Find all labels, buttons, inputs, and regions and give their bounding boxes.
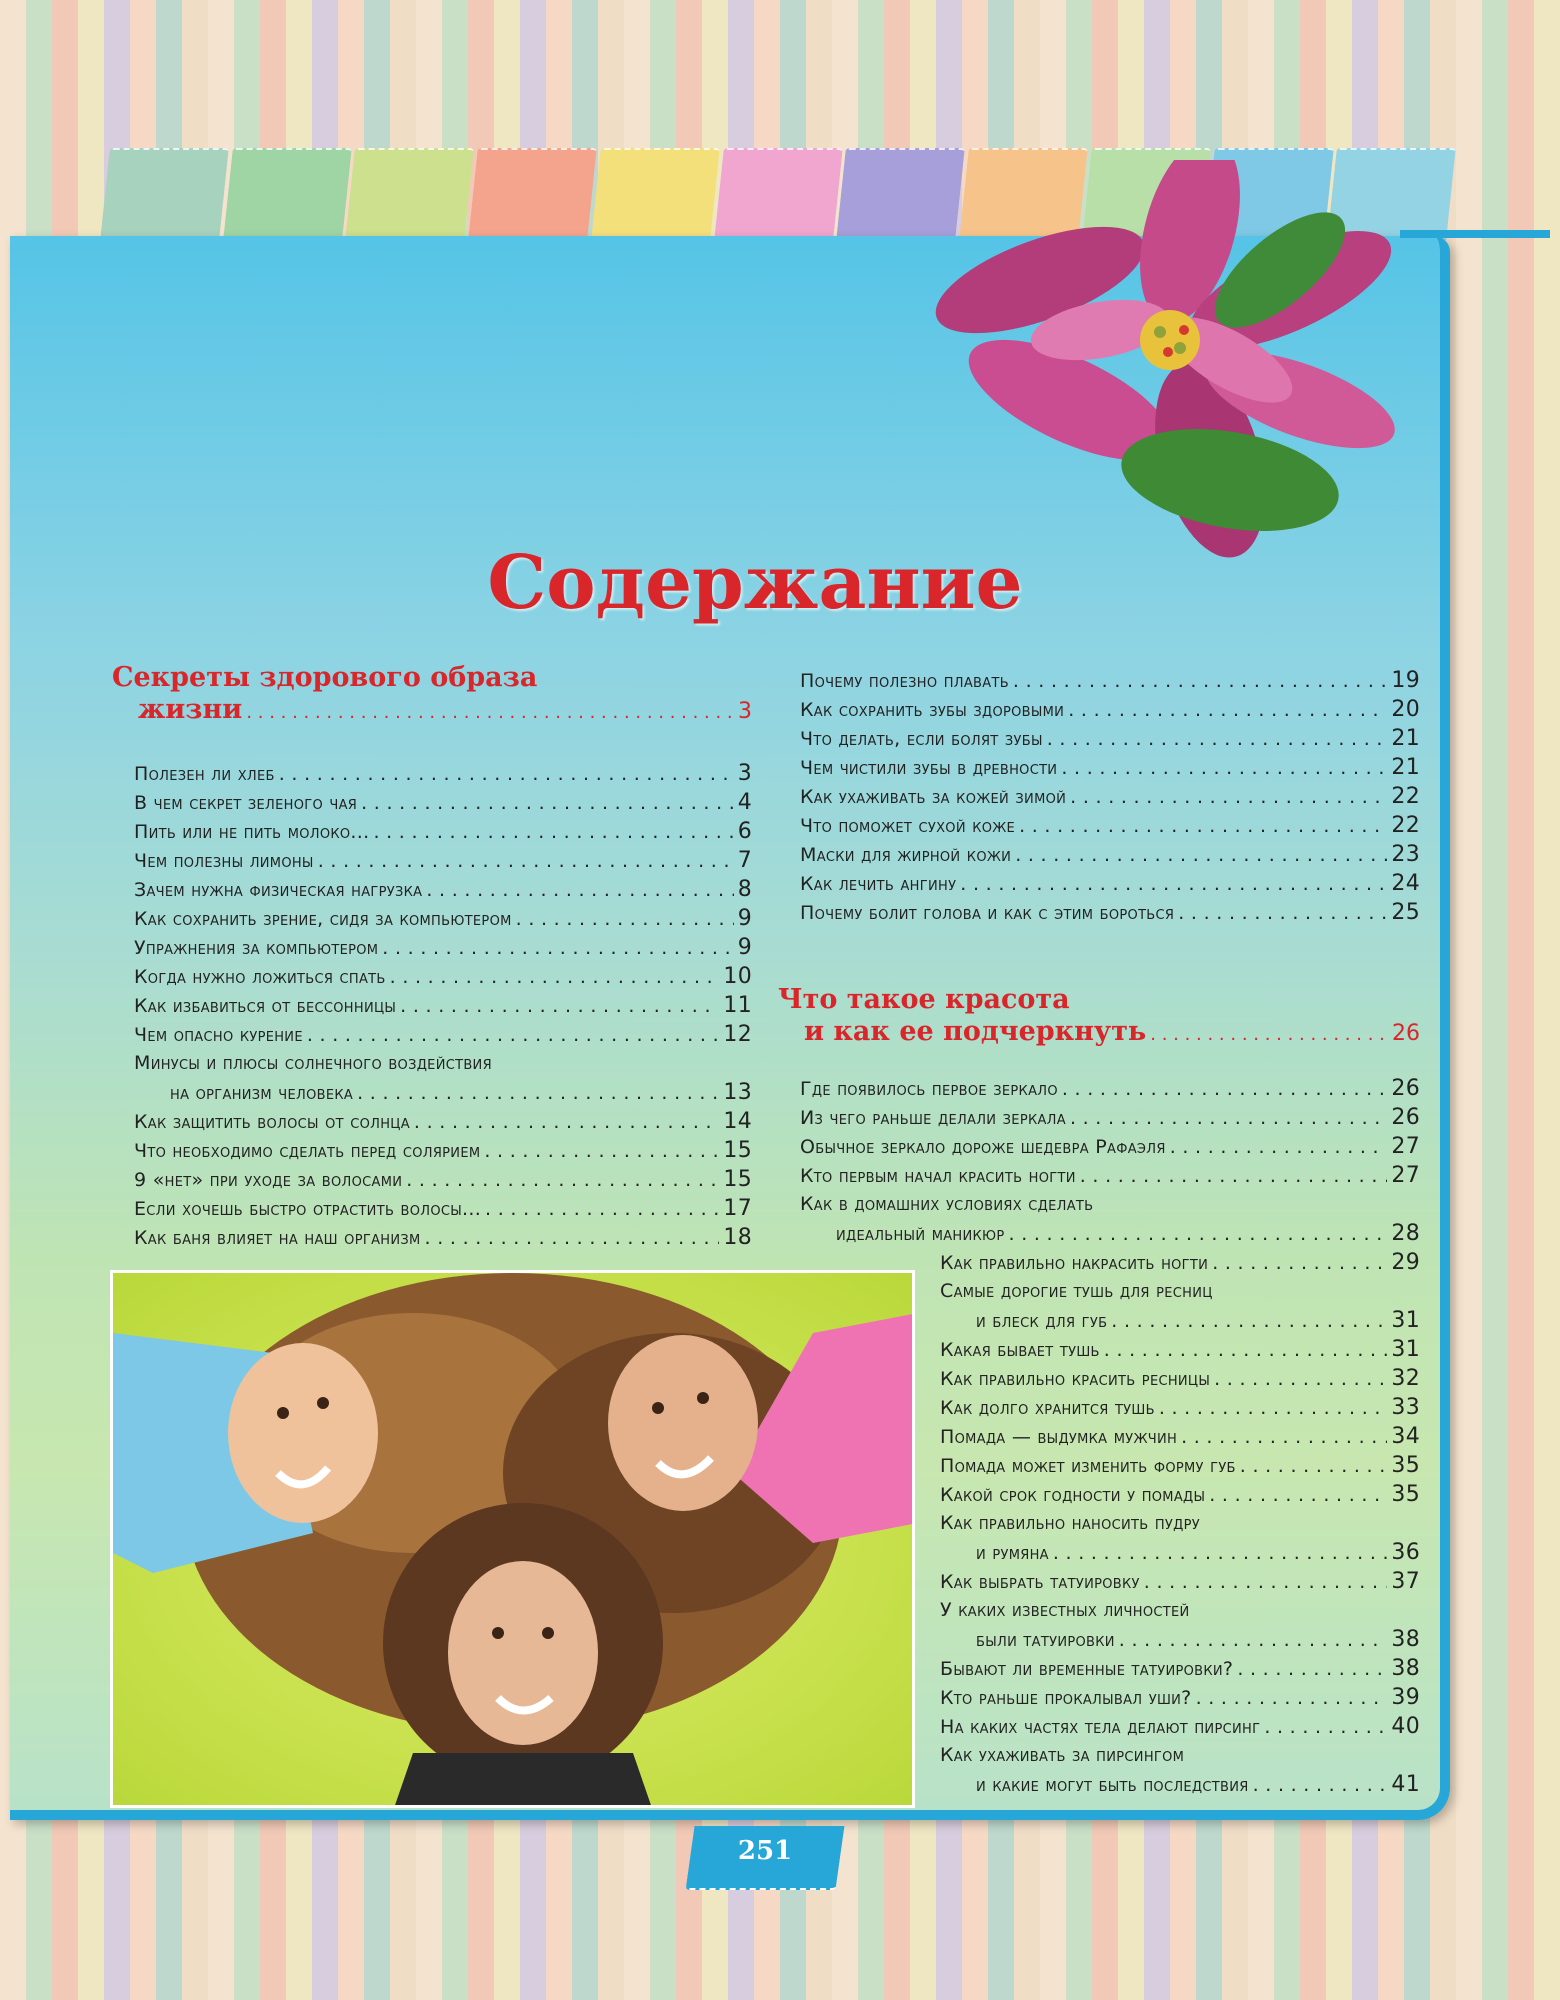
toc-entry: [800, 1132, 1420, 1161]
photo-girls: [110, 1270, 915, 1808]
toc-entry-page: 22: [1391, 813, 1420, 838]
toc-entry: [800, 1074, 1420, 1103]
leader-dots: [373, 818, 733, 847]
section-heading-health: [112, 662, 752, 729]
leader-dots: [1111, 1307, 1387, 1336]
toc-entry-page: 20: [1391, 697, 1420, 722]
toc-entry: [940, 1654, 1420, 1683]
toc-entry-title: Зачем нужна физическая нагрузка: [134, 879, 423, 901]
toc-list: [940, 1248, 1420, 1799]
leader-dots: [1214, 1365, 1387, 1394]
leader-dots: [426, 876, 733, 905]
toc-entry-title: Почему болит голова и как с этим бороться: [800, 902, 1175, 924]
toc-entry-title: Чем чистили зубы в древности: [800, 757, 1058, 779]
toc-entry: [800, 666, 1420, 695]
toc-entry: [134, 904, 752, 933]
toc-entry-page: 31: [1391, 1337, 1420, 1362]
leader-dots: [516, 905, 734, 934]
leader-dots: [382, 934, 733, 963]
toc-entry-title: Помада может изменить форму губ: [940, 1455, 1236, 1477]
toc-entry-title: У каких известных личностей: [940, 1599, 1190, 1621]
leader-dots: [484, 1137, 719, 1166]
color-tab: [468, 148, 596, 240]
toc-entry: [800, 724, 1420, 753]
toc-entry-title: идеальный маникюр: [836, 1223, 1005, 1245]
toc-entry: [940, 1451, 1420, 1480]
leader-dots: [485, 1195, 719, 1224]
toc-entry-title: Как сохранить зрение, сидя за компьютером: [134, 908, 512, 930]
color-tab: [714, 148, 842, 240]
toc-entry-page: 38: [1391, 1656, 1420, 1681]
toc-entry-page: 40: [1391, 1714, 1420, 1739]
toc-entry-title: Как ухаживать за пирсингом: [940, 1744, 1185, 1766]
toc-entry-page: 26: [1391, 1105, 1420, 1130]
toc-entry-page: 22: [1391, 784, 1420, 809]
toc-entry-page: 25: [1391, 900, 1420, 925]
toc-entry-page: 31: [1391, 1308, 1420, 1333]
color-tab: [591, 148, 719, 240]
toc-entry-page: 27: [1391, 1134, 1420, 1159]
toc-entry: [800, 753, 1420, 782]
toc-entry: [134, 1020, 752, 1049]
leader-dots: [246, 697, 734, 729]
leader-dots: [1212, 1249, 1387, 1278]
toc-entry: [940, 1770, 1420, 1799]
toc-entry: [800, 1190, 1420, 1219]
toc-entry-page: 6: [737, 819, 752, 844]
toc-entry-title: На каких частях тела делают пирсинг: [940, 1716, 1261, 1738]
toc-entry-page: 26: [1391, 1076, 1420, 1101]
leader-dots: [1013, 667, 1387, 696]
toc-entry: [800, 782, 1420, 811]
toc-entry-page: 12: [723, 1022, 752, 1047]
toc-entry: [800, 840, 1420, 869]
toc-right-section: [778, 984, 1420, 1051]
toc-entry-page: 9: [737, 935, 752, 960]
toc-entry-page: 10: [723, 964, 752, 989]
toc-entry: [940, 1248, 1420, 1277]
toc-entry-title: Чем полезны лимоны: [134, 850, 314, 872]
toc-entry-title: Как долго хранится тушь: [940, 1397, 1155, 1419]
section-heading-line1: Что такое красота: [778, 984, 1070, 1015]
toc-right-low: [940, 1248, 1420, 1799]
leader-dots: [1159, 1394, 1388, 1423]
toc-entry: [134, 1078, 752, 1107]
toc-entry: [800, 898, 1420, 927]
toc-entry-title: и какие могут быть последствия: [976, 1774, 1249, 1796]
toc-entry-page: 7: [737, 848, 752, 873]
leader-dots: [1178, 899, 1387, 928]
toc-entry: [940, 1480, 1420, 1509]
leader-dots: [318, 847, 734, 876]
toc-entry: [134, 788, 752, 817]
toc-entry: [940, 1712, 1420, 1741]
page-number: 251: [737, 1836, 793, 1866]
toc-entry-page: 21: [1391, 755, 1420, 780]
toc-entry-page: 4: [737, 790, 752, 815]
toc-entry-page: 8: [737, 877, 752, 902]
toc-entry: [134, 933, 752, 962]
poinsettia-flower-icon: [900, 160, 1420, 560]
color-tab: [100, 148, 228, 240]
toc-entry-title: Бывают ли временные татуировки?: [940, 1658, 1234, 1680]
toc-entry: [134, 991, 752, 1020]
leader-dots: [361, 789, 734, 818]
toc-entry-page: 35: [1391, 1482, 1420, 1507]
toc-entry-page: 37: [1391, 1569, 1420, 1594]
toc-entry-title: Как ухаживать за кожей зимой: [800, 786, 1067, 808]
toc-entry-page: 24: [1391, 871, 1420, 896]
toc-entry-title: Что поможет сухой коже: [800, 815, 1016, 837]
toc-entry-page: 13: [723, 1080, 752, 1105]
toc-entry: [940, 1277, 1420, 1306]
leader-dots: [1237, 1655, 1387, 1684]
toc-entry: [134, 1223, 752, 1252]
leader-dots: [1209, 1481, 1387, 1510]
toc-entry-title: Как сохранить зубы здоровыми: [800, 699, 1065, 721]
toc-entry: [940, 1306, 1420, 1335]
toc-entry-page: 32: [1391, 1366, 1420, 1391]
toc-entry-page: 17: [723, 1196, 752, 1221]
page-title: Содержание: [487, 540, 1023, 626]
leader-dots: [1070, 1104, 1387, 1133]
leader-dots: [1080, 1162, 1388, 1191]
toc-entry: [940, 1364, 1420, 1393]
toc-entry-title: Что необходимо сделать перед солярием: [134, 1140, 481, 1162]
toc-entry-title: Кто первым начал красить ногти: [800, 1165, 1076, 1187]
toc-entry-title: Минусы и плюсы солнечного воздействия: [134, 1052, 492, 1074]
leader-dots: [1253, 1771, 1388, 1800]
toc-entry: [134, 1165, 752, 1194]
toc-entry-title: и блеск для губ: [976, 1310, 1108, 1332]
toc-entry: [940, 1335, 1420, 1364]
toc-entry-title: Как баня влияет на наш организм: [134, 1227, 421, 1249]
toc-entry-title: Как правильно наносить пудру: [940, 1512, 1200, 1534]
toc-entry-title: Как правильно красить ресницы: [940, 1368, 1211, 1390]
section-heading-line2: жизни: [138, 694, 243, 725]
toc-right-column: [800, 666, 1420, 927]
toc-entry-page: 15: [723, 1167, 752, 1192]
toc-entry: [940, 1683, 1420, 1712]
leader-dots: [1196, 1684, 1388, 1713]
toc-entry: [800, 695, 1420, 724]
toc-entry-page: 38: [1391, 1627, 1420, 1652]
color-tab: [223, 148, 351, 240]
toc-list: [112, 759, 752, 1252]
toc-entry: [800, 1161, 1420, 1190]
toc-entry-title: Упражнения за компьютером: [134, 937, 379, 959]
toc-entry-page: 33: [1391, 1395, 1420, 1420]
toc-entry-page: 28: [1391, 1221, 1420, 1246]
toc-list: [800, 666, 1420, 927]
toc-entry-page: 15: [723, 1138, 752, 1163]
toc-entry-title: Почему полезно плавать: [800, 670, 1009, 692]
toc-entry-title: Как в домашних условиях сделать: [800, 1193, 1094, 1215]
toc-entry-title: Как избавиться от бессонницы: [134, 995, 397, 1017]
toc-entry: [134, 817, 752, 846]
leader-dots: [1240, 1452, 1388, 1481]
toc-entry: [940, 1538, 1420, 1567]
leader-dots: [357, 1079, 719, 1108]
leader-dots: [1170, 1133, 1388, 1162]
toc-entry: [134, 1136, 752, 1165]
section-heading-line2: и как ее подчеркнуть: [804, 1016, 1147, 1047]
toc-entry: [134, 962, 752, 991]
leader-dots: [425, 1224, 720, 1253]
toc-entry-title: Когда нужно ложиться спать: [134, 966, 386, 988]
toc-entry: [800, 811, 1420, 840]
leader-dots: [1070, 783, 1387, 812]
toc-entry-title: Где появилось первое зеркало: [800, 1078, 1058, 1100]
leader-dots: [1150, 1019, 1388, 1051]
toc-entry-title: Обычное зеркало дороже шедевра Рафаэля: [800, 1136, 1166, 1158]
leader-dots: [1061, 754, 1387, 783]
toc-entry: [134, 1194, 752, 1223]
leader-dots: [1015, 841, 1387, 870]
color-tab: [346, 148, 474, 240]
toc-entry: [134, 875, 752, 904]
toc-entry-title: 9 «нет» при уходе за волосами: [134, 1169, 403, 1191]
section-page: 26: [1392, 1021, 1420, 1046]
toc-entry-page: 21: [1391, 726, 1420, 751]
leader-dots: [1019, 812, 1387, 841]
section-heading-line1: Секреты здорового образа: [112, 662, 538, 693]
leader-dots: [400, 992, 719, 1021]
leader-dots: [390, 963, 720, 992]
toc-entry: [940, 1393, 1420, 1422]
toc-entry-title: Если хочешь быстро отрастить волосы...: [134, 1198, 482, 1220]
leader-dots: [1144, 1568, 1388, 1597]
leader-dots: [1047, 725, 1388, 754]
toc-entry: [800, 1219, 1420, 1248]
toc-entry-title: Самые дорогие тушь для ресниц: [940, 1280, 1213, 1302]
leader-dots: [1053, 1539, 1388, 1568]
toc-entry-title: на организм человека: [170, 1082, 354, 1104]
toc-entry: [134, 1107, 752, 1136]
toc-entry-page: 19: [1391, 668, 1420, 693]
panel-edge: [1400, 230, 1550, 238]
toc-entry-title: Кто раньше прокалывал уши?: [940, 1687, 1192, 1709]
leader-dots: [307, 1021, 720, 1050]
toc-entry-page: 29: [1391, 1250, 1420, 1275]
section-page: 3: [738, 699, 752, 724]
toc-entry-page: 14: [723, 1109, 752, 1134]
toc-right-mid: [800, 1074, 1420, 1248]
toc-entry: [134, 759, 752, 788]
toc-entry-title: были татуировки: [976, 1629, 1115, 1651]
leader-dots: [1068, 696, 1387, 725]
toc-entry: [940, 1596, 1420, 1625]
leader-dots: [1119, 1626, 1388, 1655]
leader-dots: [1104, 1336, 1388, 1365]
leader-dots: [1181, 1423, 1387, 1452]
toc-entry-page: 11: [723, 993, 752, 1018]
toc-entry: [940, 1509, 1420, 1538]
leader-dots: [279, 760, 734, 789]
toc-entry: [940, 1567, 1420, 1596]
toc-entry: [940, 1625, 1420, 1654]
toc-entry-title: Помада — выдумка мужчин: [940, 1426, 1178, 1448]
toc-entry-page: 41: [1391, 1772, 1420, 1797]
toc-entry-page: 18: [723, 1225, 752, 1250]
leader-dots: [1264, 1713, 1387, 1742]
leader-dots: [960, 870, 1387, 899]
toc-entry-title: Полезен ли хлеб: [134, 763, 275, 785]
toc-entry-title: Пить или не пить молоко...: [134, 821, 370, 843]
toc-entry-title: Как лечить ангину: [800, 873, 957, 895]
toc-entry: [800, 869, 1420, 898]
leader-dots: [406, 1166, 719, 1195]
leader-dots: [414, 1108, 719, 1137]
toc-entry-title: Маски для жирной кожи: [800, 844, 1012, 866]
leader-dots: [1009, 1220, 1388, 1249]
toc-entry: [800, 1103, 1420, 1132]
toc-entry-page: 27: [1391, 1163, 1420, 1188]
toc-entry-title: Какая бывает тушь: [940, 1339, 1100, 1361]
toc-entry-title: В чем секрет зеленого чая: [134, 792, 358, 814]
toc-entry-page: 34: [1391, 1424, 1420, 1449]
toc-entry: [134, 1049, 752, 1078]
toc-entry-title: Что делать, если болят зубы: [800, 728, 1043, 750]
toc-entry-title: Как правильно накрасить ногти: [940, 1252, 1209, 1274]
leader-dots: [1062, 1075, 1388, 1104]
girls-photo-illustration: [113, 1273, 915, 1808]
toc-entry-page: 35: [1391, 1453, 1420, 1478]
toc-entry-page: 39: [1391, 1685, 1420, 1710]
toc-entry: [940, 1741, 1420, 1770]
toc-entry-title: и румяна: [976, 1542, 1049, 1564]
toc-list: [800, 1074, 1420, 1248]
toc-left-column: [112, 662, 752, 1252]
toc-entry-title: Какой срок годности у помады: [940, 1484, 1206, 1506]
toc-entry: [134, 846, 752, 875]
toc-entry-page: 23: [1391, 842, 1420, 867]
toc-entry-title: Как выбрать татуировку: [940, 1571, 1140, 1593]
toc-entry-page: 9: [737, 906, 752, 931]
toc-entry-title: Как защитить волосы от солнца: [134, 1111, 410, 1133]
toc-entry-page: 3: [737, 761, 752, 786]
toc-entry: [940, 1422, 1420, 1451]
toc-entry-title: Чем опасно курение: [134, 1024, 303, 1046]
toc-entry-page: 36: [1391, 1540, 1420, 1565]
toc-entry-title: Из чего раньше делали зеркала: [800, 1107, 1066, 1129]
section-heading-beauty: [778, 984, 1420, 1051]
